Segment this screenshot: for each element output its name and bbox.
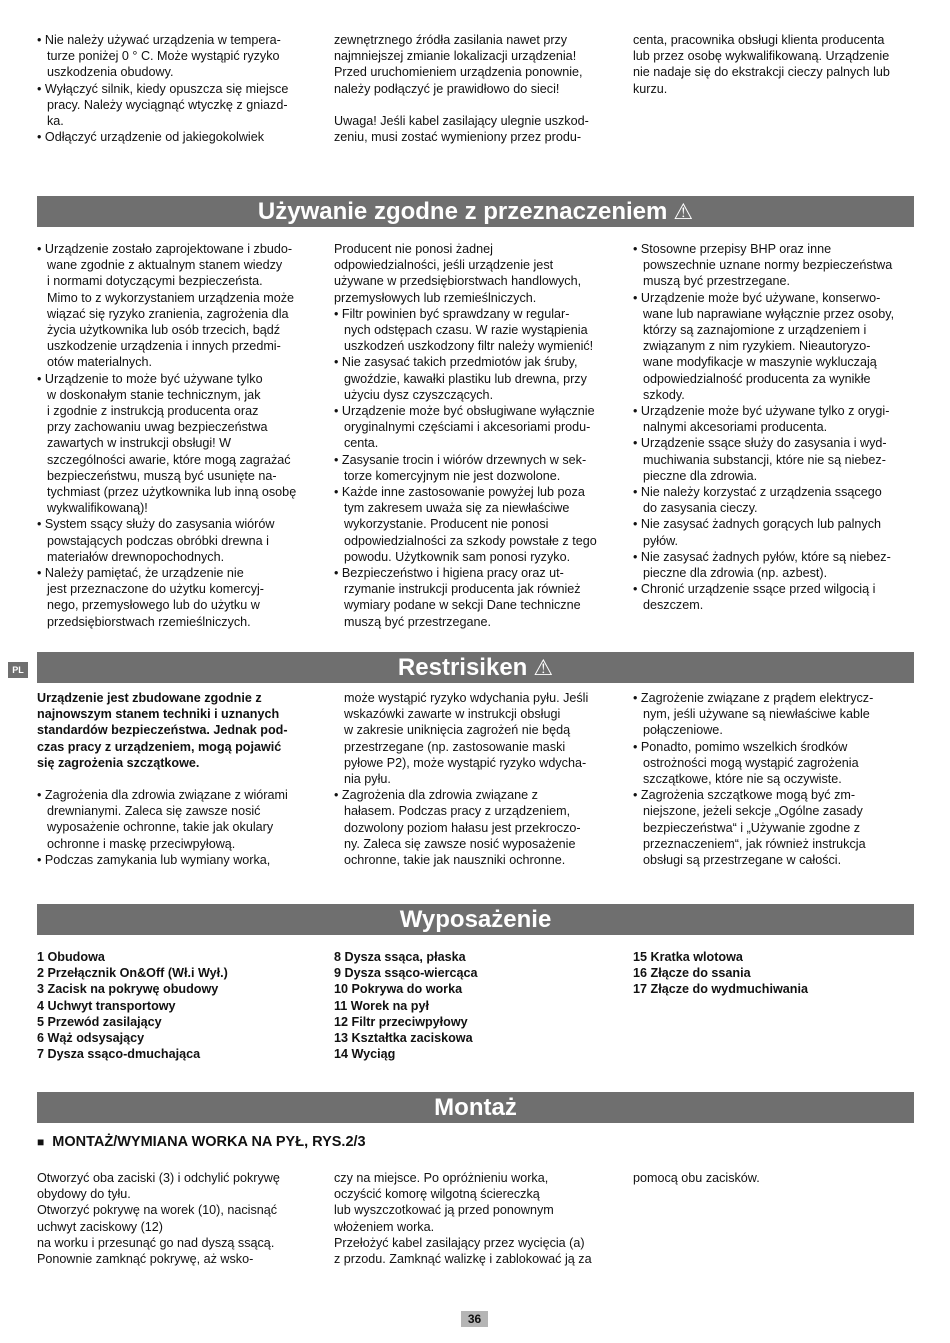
text-line: centa. [344,436,379,451]
text-line: • Urządzenie to może być używane tylko [37,371,263,386]
text-line: używane w przedsiębiorstwach handlowych, [334,274,582,289]
text-line: 1 Obudowa [37,950,105,964]
text-line: 7 Dysza ssąco-dmuchająca [37,1047,201,1062]
text-line: • Urządzenie ssące służy do zasysania i wyd- [633,436,887,451]
text-line: 9 Dysza ssąco-wiercąca [334,966,478,981]
text-line: 16 Złącze do ssania [633,966,751,981]
text-line: czy na miejsce. Po opróżnieniu worka, [334,1171,549,1185]
text-line: 13 Kształtka zaciskowa [334,1031,473,1046]
text-line: obsługi są przestrzegane w całości. [643,853,842,868]
text-line: drewnianymi. Zaleca się zawsze nosić [47,804,261,819]
text-line: wane modyfikacje w maszynie wykluczają [643,355,877,370]
text-line: pieczne dla zdrowia. [643,468,758,483]
text-line: • Wyłączyć silnik, kiedy opuszcza się miejsce [37,81,289,96]
text-line: może wystąpić ryzyko wdychania pyłu. Jeśli [344,691,589,705]
text-line: szkody. [643,387,685,402]
text-line: 4 Uchwyt transportowy [37,998,176,1013]
text-line: hałasem. Podczas pracy z urządzeniem, [344,804,571,819]
text-line: • Urządzenie może być używane, konserwo- [633,290,881,305]
text-line: 12 Filtr przeciwpyłowy [334,1014,468,1029]
risks-col-2 [334,690,619,868]
text-line: 5 Przewód zasilający [37,1014,162,1029]
text-line: połączeniowe. [643,723,723,738]
text-line: 14 Wyciąg [334,1047,396,1062]
text-line: kurzu. [633,81,668,96]
text-line: przy zachowaniu uwag bezpieczeństwa [47,420,268,435]
text-line: uszkodzeń uszkodzony filtr należy wymienić! [344,339,594,354]
text-line: życia użytkownika lub osób trzecich, bądź [47,323,281,338]
language-badge: PL [8,662,28,678]
text-line: na worku i przesunąć go nad dyszą ssącą. [37,1235,275,1250]
text-line: • System ssący służy do zasysania wiórów [37,517,275,532]
text-line: zawartych w instrukcji obsługi! W [47,436,232,451]
text-line: wskazówki zawarte w instrukcji obsługi [344,707,561,722]
text-line: ochronne i maskę przeciwpyłową. [47,836,236,851]
text-line: uszkodzenie urządzenia i innych przedmi- [47,339,281,354]
text-line: centa, pracownika obsługi klienta producenta [633,33,885,47]
text-line: powodu. Użytkownik sam ponosi ryzyko. [344,549,571,564]
risks-col-1 [37,690,322,868]
intended-col-3 [633,241,918,614]
text-line: nego, przemysłowego lub do użytku w [47,598,260,613]
text-line: Mimo to z wykorzystaniem urządzenia może [47,290,295,305]
top-col-2 [334,32,619,145]
risks-list-1 [37,787,322,868]
text-line: • Nie zasysać takich przedmiotów jak śruby, [334,355,578,370]
text-line: standardów bezpieczeństwa. Jednak pod- [37,723,288,738]
text-line: czas pracy z urządzeniem, mogą pojawić [37,739,282,754]
text-line: • Zagrożenia dla zdrowia związane z wiórami [37,788,288,803]
equipment-col-3 [633,949,918,998]
text-line: wyposażenie ochronne, takie jak okulary [47,820,274,835]
text-line: 3 Zacisk na pokrywę obudowy [37,982,219,997]
assembly-subheading-text: MONTAŻ/WYMIANA WORKA NA PYŁ, RYS.2/3 [52,1134,366,1150]
text-line: 10 Pokrywa do worka [334,982,463,997]
text-line: wykwalifikowaną)! [47,501,148,516]
text-line: użyciu dysz czyszczących. [344,387,494,402]
text-line: przedsiębiorstwach rzemieślniczych. [47,614,251,629]
text-line: i normami dotyczącymi bezpieczeństa. [47,274,263,289]
text-line: nych odstępach czasu. W razie wystąpienia [344,323,588,338]
text-line: do zasysania cieczy. [643,501,758,516]
text-line: • Zagrożenia szczątkowe mogą być zm- [633,788,856,803]
text-line: • Podczas zamykania lub wymiany worka, [37,852,271,867]
text-line: ka. [47,114,64,129]
text-line: odpowiedzialność producenta za wynikłe [643,371,871,386]
section-heading-residual-risks [37,652,914,683]
assembly-col-2 [334,1170,619,1267]
text-line: którzy są zaznajomione z urządzeniem i [643,323,867,338]
text-line: lub przez osobę wykwalifikowaną. Urządzenie [633,49,890,64]
equipment-col-1 [37,949,322,1062]
text-line: 17 Złącze do wydmuchiwania [633,982,808,997]
text-line: 6 Wąż odsysający [37,1031,145,1046]
top-col-3 [633,32,918,97]
section-title: Wyposażenie [399,906,552,933]
text-line: torze komercyjnym nie jest dozwolone. [344,468,561,483]
text-line: • Nie należy używać urządzenia w tempera- [37,33,281,47]
equipment-col-2 [334,949,619,1062]
text-line: Ponownie zamknąć pokrywę, aż wsko- [37,1252,254,1267]
text-line: • Odłączyć urządzenie od jakiegokolwiek [37,130,265,145]
text-line: • Urządzenie może być używane tylko z orygi- [633,404,890,419]
text-line: wymiary podane w sekcji Dane techniczne [344,598,581,613]
text-line: Otworzyć pokrywę na worek (10), nacisnąć [37,1203,278,1218]
text-line: wiązać się ryzyko zranienia, zagrożenia dla [47,306,289,321]
text-line: powszechnie uznane normy bezpieczeństwa [643,258,893,273]
text-line: uszkodzenia obudowy. [47,65,174,80]
text-line: bezpieczeństwa“ i „Używanie zgodne z [643,820,860,835]
text-line: muszą być przestrzegane. [344,614,491,629]
text-line: 2 Przełącznik On&Off (Wł.i Wył.) [37,966,228,981]
text-line: powstających podczas obróbki drewna i [47,533,269,548]
section-heading-intended-use [37,196,914,227]
text-line: oczyścić komorę wilgotną ściereczką [334,1187,540,1202]
assembly-subheading [37,1133,366,1151]
assembly-col-3 [633,1170,918,1186]
text-line: wane lub naprawiane wyłącznie przez osoby, [643,306,895,321]
text-line: włożeniem worka. [334,1219,435,1234]
text-line: w zakresie uniknięcia zagrożeń nie będą [344,723,571,738]
text-line: najnowszym stanem techniki i uznanych [37,707,280,722]
text-line: uchwyt zaciskowy (12) [37,1219,163,1234]
text-line: odpowiedzialności za szkody powstałe z tego [344,533,597,548]
text-line: Przełożyć kabel zasilający przez wycięcia (a) [334,1235,585,1250]
text-line: Urządzenie jest zbudowane zgodnie z [37,691,262,705]
text-line: • Zagrożenia dla zdrowia związane z [334,788,538,803]
text-line: bezpieczeństwu, muszą być usunięte na- [47,468,277,483]
square-bullet-icon: ■ [37,1135,45,1149]
text-line: • Filtr powinien być sprawdzany w regular- [334,306,570,321]
text-line: szczątkowe, które nie są oczywiste. [643,772,842,787]
top-col-1 [37,32,322,145]
text-line: nalnymi akcesoriami producenta. [643,420,828,435]
text-line: z przodu. Zamknąć walizkę i zablokować ją za [334,1252,592,1267]
text-line: otów materialnych. [47,355,152,370]
text-line: pracy. Należy wyciągnąć wtyczkę z gniazd- [47,97,288,112]
text-line: Uwaga! Jeśli kabel zasilający ulegnie uszkod- [334,114,589,128]
text-line: materiałów drewnopochodnych. [47,549,225,564]
text-line: • Nie zasysać żadnych pyłów, które są niebez- [633,549,891,564]
section-title: Montaż [434,1094,517,1121]
text-line: ny. Zaleca się zawsze nosić wyposażenie [344,836,576,851]
intended-col-1 [37,241,322,630]
text-line: wane zgodnie z aktualnym stanem wiedzy [47,258,283,273]
text-line: należy podłączyć je prawidłowo do sieci! [334,81,560,96]
intended-col-2 [334,241,619,630]
text-line: • Stosowne przepisy BHP oraz inne [633,242,832,256]
text-line: się zagrożenia szczątkowe. [37,755,200,770]
text-line: • Bezpieczeństwo i higiena pracy oraz ut- [334,566,564,581]
text-line: ostrożności mogą wystąpić zagrożenia [643,755,859,770]
text-line: gwoździe, kawałki plastiku lub drewna, przy [344,371,587,386]
text-line: pyłów. [643,533,679,548]
text-line: szczególności awarie, które mogą zagrażać [47,452,291,467]
text-line: najmniejszej zmianie lokalizacji urządzenia! [334,49,577,64]
text-line: niejszone, jeżeli sekcje „Ogólne zasady [643,804,863,819]
text-line [334,97,619,113]
text-line: tychmiast (przez użytkownika lub inną osobę [47,485,297,500]
text-line: tym zakresem uważa się za niewłaściwe [344,501,570,516]
text-line: pomocą obu zacisków. [633,1171,760,1185]
text-line: pyłowe P2), może wystąpić ryzyko wdycha- [344,755,587,770]
text-line: dozwolony poziom hałasu jest przekroczo- [344,820,581,835]
section-title: Używanie zgodne z przeznaczeniem [257,198,668,225]
text-line: ochronne, takie jak nauszniki ochronne. [344,853,566,868]
risks-intro [37,690,322,771]
text-line: • Nie należy korzystać z urządzenia ssącego [633,485,882,500]
text-line: związanym z nim ryzykiem. Nieautoryzo- [643,339,871,354]
text-line: • Urządzenie zostało zaprojektowane i zbudo- [37,242,293,256]
text-line: • Zagrożenie związane z prądem elektrycz- [633,691,874,705]
text-line: zewnętrznego źródła zasilania nawet przy [334,33,568,47]
text-line: oryginalnymi częściami i akcesoriami produ- [344,420,591,435]
text-line: • Każde inne zastosowanie powyżej lub poza [334,485,585,500]
text-line: lub wyszczotkować ją przed ponownym [334,1203,554,1218]
text-line: obydowy do tyłu. [37,1187,131,1202]
text-line: • Nie zasysać żadnych gorących lub palnych [633,517,882,532]
text-line: przestrzegane (np. zastosowanie maski [344,739,566,754]
warning-icon: ⚠ [533,655,554,680]
text-line: jest przeznaczone do użytku komercyj- [47,582,264,597]
assembly-col-1 [37,1170,322,1267]
text-line: Otworzyć oba zaciski (3) i odchylić pokrywę [37,1171,280,1185]
text-line: • Chronić urządzenie ssące przed wilgocią i [633,582,876,597]
text-line: nia pyłu. [344,772,391,787]
text-line: muchiwania substancji, które nie są niebez- [643,452,886,467]
text-line: 11 Worek na pył [334,998,429,1013]
text-line: muszą być przestrzegane. [643,274,790,289]
text-line: turze poniżej 0 ° C. Może wystąpić ryzyko [47,49,280,64]
text-line: nie nadaje się do ekstrakcji cieczy palnych lub [633,65,890,80]
warning-icon: ⚠ [673,199,694,224]
text-line: • Ponadto, pomimo wszelkich środków [633,739,848,754]
text-line: • Urządzenie może być obsługiwane wyłącznie [334,404,595,419]
text-line: 8 Dysza ssąca, płaska [334,950,466,964]
section-title: Restrisiken [397,654,528,681]
section-heading-equipment [37,904,914,935]
text-line: odpowiedzialności, jeśli urządzenie jest [334,258,554,273]
text-line: pieczne dla zdrowia (np. azbest). [643,566,828,581]
text-line: wykorzystanie. Producent nie ponosi [344,517,549,532]
text-line: nym, jeśli używane są niewłaściwe kable [643,707,870,722]
text-line: • Należy pamiętać, że urządzenie nie [37,566,244,581]
text-line: i zgodnie z instrukcją producenta oraz [47,404,259,419]
risks-col-3 [633,690,918,868]
text-line: Producent nie ponosi żadnej [334,242,493,256]
text-line: rzymanie instrukcji producenta jak również [344,582,581,597]
text-line: przeznaczeniem“, jak również instrukcja [643,836,866,851]
text-line: Przed uruchomieniem urządzenia ponownie, [334,65,583,80]
text-line: zeniu, musi zostać wymieniony przez produ- [334,130,582,145]
section-heading-assembly [37,1092,914,1123]
text-line: w doskonałym stanie technicznym, jak [47,387,261,402]
text-line: 15 Kratka wlotowa [633,950,743,964]
page-number: 36 [461,1311,488,1327]
text-line: deszczem. [643,598,704,613]
text-line: przemysłowych lub rzemieślniczych. [334,290,537,305]
text-line: • Zasysanie trocin i wiórów drzewnych w sek- [334,452,587,467]
